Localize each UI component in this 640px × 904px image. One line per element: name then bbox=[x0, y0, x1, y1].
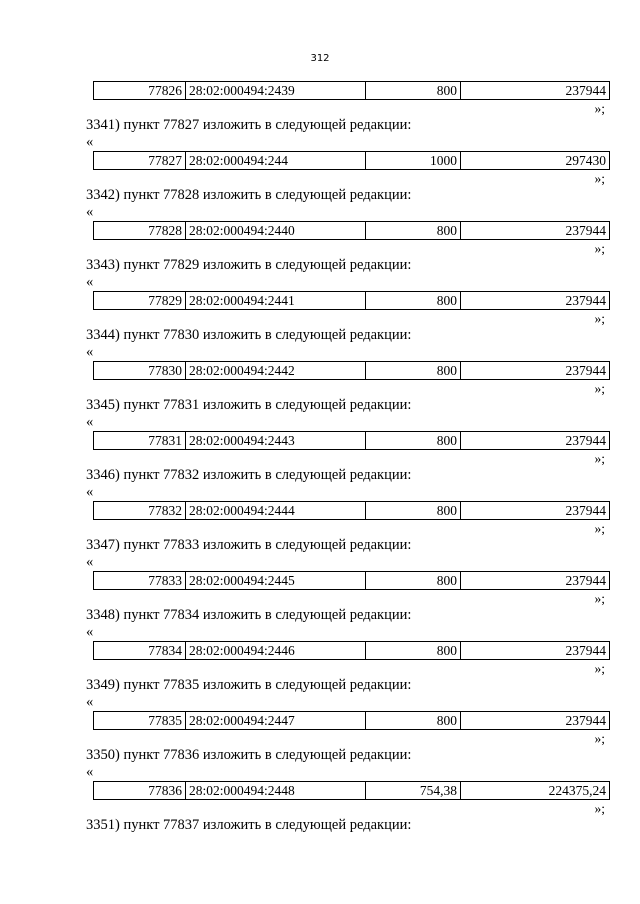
item-number: 77827 bbox=[94, 152, 186, 170]
cost-value: 237944 bbox=[461, 432, 610, 450]
area-value: 800 bbox=[366, 82, 461, 100]
table-row bbox=[93, 291, 610, 310]
closing-quote: »; bbox=[594, 101, 605, 116]
amendment-instruction: 3347) пункт 77833 изложить в следующей редакции: bbox=[86, 537, 412, 553]
page-number: 312 bbox=[310, 53, 330, 64]
cost-value: 237944 bbox=[461, 82, 610, 100]
area-value: 754,38 bbox=[366, 782, 461, 800]
opening-quote: « bbox=[86, 694, 94, 710]
cadastral-number: 28:02:000494:2445 bbox=[186, 572, 366, 590]
opening-quote: « bbox=[86, 624, 94, 640]
cadastral-number: 28:02:000494:2440 bbox=[186, 222, 366, 240]
closing-quote: »; bbox=[594, 451, 605, 466]
item-number: 77829 bbox=[94, 292, 186, 310]
area-value: 800 bbox=[366, 432, 461, 450]
amendment-instruction: 3345) пункт 77831 изложить в следующей редакции: bbox=[86, 397, 412, 413]
item-number: 77830 bbox=[94, 362, 186, 380]
closing-quote: »; bbox=[594, 311, 605, 326]
closing-quote: »; bbox=[594, 801, 605, 816]
table-row bbox=[93, 711, 610, 730]
amendment-instruction: 3351) пункт 77837 изложить в следующей редакции: bbox=[86, 817, 412, 833]
cadastral-number: 28:02:000494:2441 bbox=[186, 292, 366, 310]
cadastral-number: 28:02:000494:2443 bbox=[186, 432, 366, 450]
table-row bbox=[93, 571, 610, 590]
area-value: 800 bbox=[366, 362, 461, 380]
amendment-instruction: 3341) пункт 77827 изложить в следующей редакции: bbox=[86, 117, 412, 133]
item-number: 77833 bbox=[94, 572, 186, 590]
item-number: 77835 bbox=[94, 712, 186, 730]
closing-quote: »; bbox=[594, 731, 605, 746]
table-row bbox=[93, 221, 610, 240]
table-row bbox=[93, 431, 610, 450]
cadastral-number: 28:02:000494:244 bbox=[186, 152, 366, 170]
cadastral-number: 28:02:000494:2448 bbox=[186, 782, 366, 800]
amendment-instruction: 3344) пункт 77830 изложить в следующей редакции: bbox=[86, 327, 412, 343]
closing-quote: »; bbox=[594, 171, 605, 186]
cost-value: 237944 bbox=[461, 222, 610, 240]
cost-value: 237944 bbox=[461, 502, 610, 520]
amendment-instruction: 3346) пункт 77832 изложить в следующей редакции: bbox=[86, 467, 412, 483]
closing-quote: »; bbox=[594, 591, 605, 606]
amendment-instruction: 3350) пункт 77836 изложить в следующей редакции: bbox=[86, 747, 412, 763]
table-row bbox=[93, 781, 610, 800]
cadastral-number: 28:02:000494:2439 bbox=[186, 82, 366, 100]
opening-quote: « bbox=[86, 484, 94, 500]
cost-value: 237944 bbox=[461, 362, 610, 380]
item-number: 77832 bbox=[94, 502, 186, 520]
area-value: 800 bbox=[366, 712, 461, 730]
closing-quote: »; bbox=[594, 521, 605, 536]
area-value: 800 bbox=[366, 572, 461, 590]
cost-value: 297430 bbox=[461, 152, 610, 170]
amendment-instruction: 3343) пункт 77829 изложить в следующей редакции: bbox=[86, 257, 412, 273]
document-body bbox=[86, 81, 610, 834]
cost-value: 237944 bbox=[461, 572, 610, 590]
closing-quote: »; bbox=[594, 381, 605, 396]
table-row bbox=[93, 361, 610, 380]
cadastral-number: 28:02:000494:2442 bbox=[186, 362, 366, 380]
area-value: 800 bbox=[366, 642, 461, 660]
opening-quote: « bbox=[86, 344, 94, 360]
cadastral-number: 28:02:000494:2444 bbox=[186, 502, 366, 520]
item-number: 77828 bbox=[94, 222, 186, 240]
item-number: 77826 bbox=[94, 82, 186, 100]
closing-quote: »; bbox=[594, 241, 605, 256]
item-number: 77834 bbox=[94, 642, 186, 660]
amendment-instruction: 3349) пункт 77835 изложить в следующей редакции: bbox=[86, 677, 412, 693]
amendment-instruction: 3342) пункт 77828 изложить в следующей редакции: bbox=[86, 187, 412, 203]
area-value: 800 bbox=[366, 222, 461, 240]
opening-quote: « bbox=[86, 204, 94, 220]
area-value: 800 bbox=[366, 502, 461, 520]
cost-value: 237944 bbox=[461, 712, 610, 730]
opening-quote: « bbox=[86, 134, 94, 150]
opening-quote: « bbox=[86, 414, 94, 430]
table-row bbox=[93, 81, 610, 100]
table-row bbox=[93, 151, 610, 170]
opening-quote: « bbox=[86, 554, 94, 570]
cadastral-number: 28:02:000494:2446 bbox=[186, 642, 366, 660]
opening-quote: « bbox=[86, 764, 94, 780]
table-row bbox=[93, 641, 610, 660]
closing-quote: »; bbox=[594, 661, 605, 676]
area-value: 800 bbox=[366, 292, 461, 310]
opening-quote: « bbox=[86, 274, 94, 290]
item-number: 77836 bbox=[94, 782, 186, 800]
cost-value: 237944 bbox=[461, 642, 610, 660]
amendment-instruction: 3348) пункт 77834 изложить в следующей редакции: bbox=[86, 607, 412, 623]
item-number: 77831 bbox=[94, 432, 186, 450]
cost-value: 237944 bbox=[461, 292, 610, 310]
area-value: 1000 bbox=[366, 152, 461, 170]
cost-value: 224375,24 bbox=[461, 782, 610, 800]
table-row bbox=[93, 501, 610, 520]
cadastral-number: 28:02:000494:2447 bbox=[186, 712, 366, 730]
